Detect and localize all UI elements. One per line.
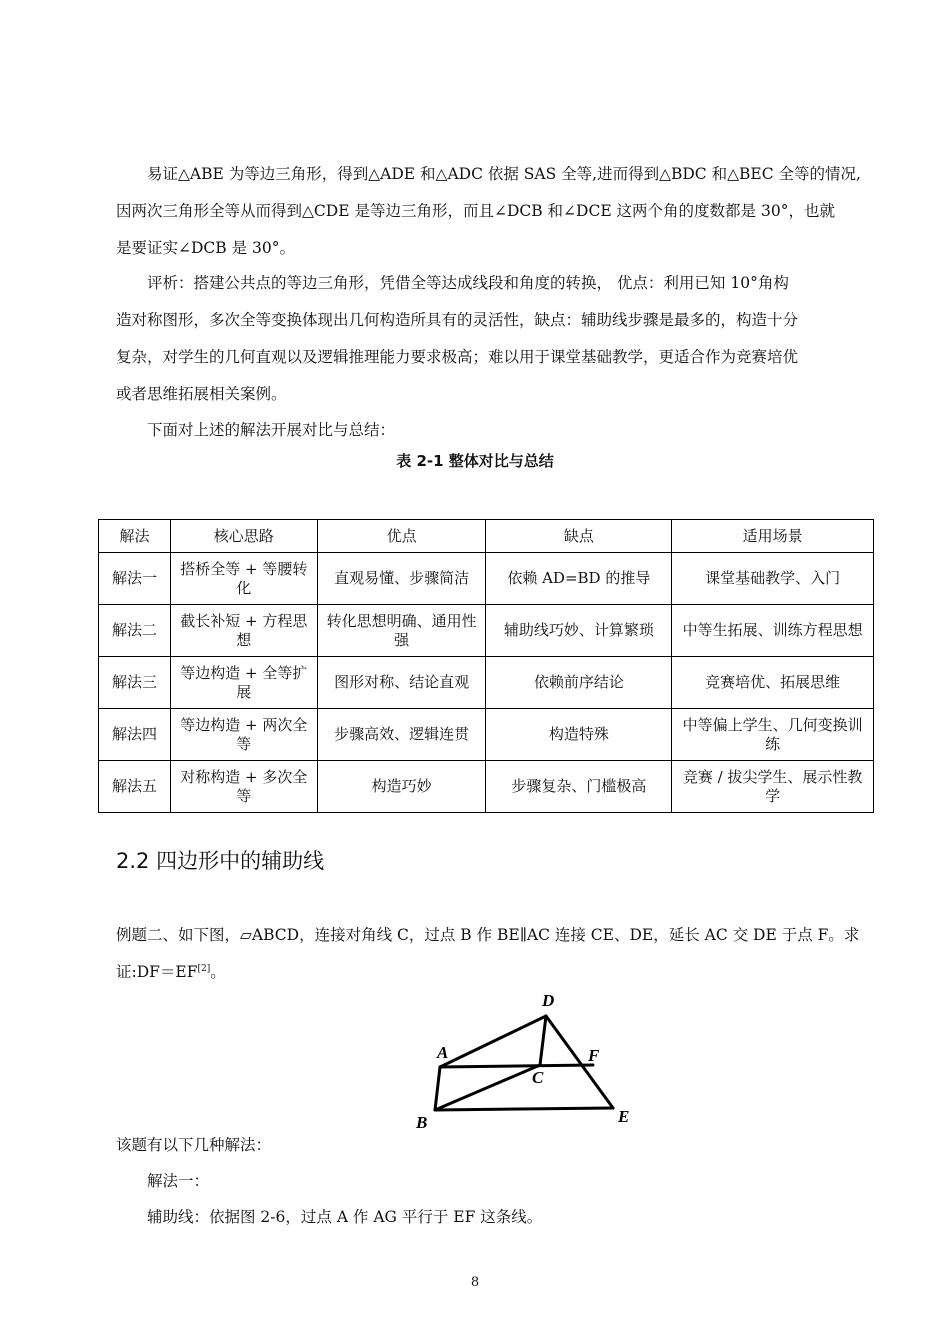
segment-be [435, 1108, 613, 1110]
table-cell: 竞赛培优、拓展思维 [672, 657, 874, 709]
segment-af [440, 1065, 593, 1067]
table-cell: 解法四 [99, 709, 171, 761]
label-c: C [532, 1068, 544, 1087]
table-cell: 等边构造 + 两次全等 [170, 709, 317, 761]
table-header-cell: 适用场景 [672, 520, 874, 553]
paragraph-line: 是要证实∠DCB 是 30°。 [116, 239, 295, 257]
table-row [99, 657, 874, 709]
segment-dc [540, 1016, 546, 1065]
table-cell: 依赖前序结论 [486, 657, 672, 709]
table-cell: 中等生拓展、训练方程思想 [672, 605, 874, 657]
segment-bc [435, 1065, 540, 1110]
label-a: A [437, 1043, 449, 1062]
method-title: 解法一： [147, 1172, 210, 1190]
example-line: 例题二、如下图，▱ABCD，连接对角线 C，过点 B 作 BE∥AC 连接 CE、DE，延长 AC 交 DE 于点 F。求 [116, 926, 860, 944]
table-row [99, 553, 874, 605]
segment-ad [440, 1016, 546, 1067]
table-cell: 步骤高效、逻辑连贯 [317, 709, 486, 761]
table-cell: 构造特殊 [486, 709, 672, 761]
segment-de [546, 1016, 613, 1108]
example-text: 证:DF＝EF [116, 963, 198, 981]
paragraph-line: 易证△ABE 为等边三角形，得到△ADE 和△ADC 依据 SAS 全等,进而得到△BDC 和△BEC 全等的情况, [147, 165, 861, 183]
label-d: D [542, 991, 555, 1010]
label-f: F [588, 1046, 600, 1065]
table-cell: 转化思想明确、通用性强 [317, 605, 486, 657]
label-e: E [618, 1107, 630, 1126]
table-header-cell: 解法 [99, 520, 171, 553]
table-cell: 解法二 [99, 605, 171, 657]
section-heading: 2.2 四边形中的辅助线 [116, 849, 325, 873]
citation-ref: [2] [197, 964, 211, 974]
paragraph-line: 造对称图形，多次全等变换体现出几何构造所具有的灵活性，缺点：辅助线步骤是最多的，构造十分 [116, 311, 799, 329]
table-row [99, 709, 874, 761]
example-text-end: 。 [210, 963, 226, 981]
table-row [99, 605, 874, 657]
table-cell: 截长补短 + 方程思想 [170, 605, 317, 657]
table-header-cell: 缺点 [486, 520, 672, 553]
page-number: 8 [470, 1275, 480, 1290]
table-header-row [99, 520, 874, 553]
paragraph-line: 因两次三角形全等从而得到△CDE 是等边三角形，而且∠DCB 和∠DCE 这两个角的度数都是 30°，也就 [116, 202, 835, 220]
table-cell: 步骤复杂、门槛极高 [486, 761, 672, 813]
table-cell: 中等偏上学生、几何变换训练 [672, 709, 874, 761]
table-cell: 竞赛 / 拔尖学生、展示性教学 [672, 761, 874, 813]
paragraph-line: 复杂，对学生的几何直观以及逻辑推理能力要求极高；难以用于课堂基础教学，更适合作为竞赛培优 [116, 348, 799, 366]
label-b: B [416, 1113, 428, 1132]
table-cell: 对称构造 + 多次全等 [170, 761, 317, 813]
method-aux-line: 辅助线：依据图 2-6，过点 A 作 AG 平行于 EF 这条线。 [147, 1208, 543, 1226]
table-cell: 依赖 AD=BD 的推导 [486, 553, 672, 605]
table-cell: 解法三 [99, 657, 171, 709]
table-cell: 构造巧妙 [317, 761, 486, 813]
paragraph-line: 该题有以下几种解法： [116, 1136, 272, 1154]
segment-ab [435, 1067, 440, 1110]
table-cell: 等边构造 + 全等扩展 [170, 657, 317, 709]
table-cell: 直观易懂、步骤简洁 [317, 553, 486, 605]
table-cell: 搭桥全等 + 等腰转化 [170, 553, 317, 605]
table-caption: 表 2-1 整体对比与总结 [396, 452, 554, 470]
table-cell: 辅助线巧妙、计算繁琐 [486, 605, 672, 657]
table-row [99, 761, 874, 813]
table-header-cell: 优点 [317, 520, 486, 553]
table-cell: 解法一 [99, 553, 171, 605]
table-cell: 图形对称、结论直观 [317, 657, 486, 709]
paragraph-line: 评析：搭建公共点的等边三角形，凭借全等达成线段和角度的转换， 优点：利用已知 10°角构 [147, 274, 789, 292]
geometry-figure [405, 986, 645, 1136]
table-cell: 课堂基础教学、入门 [672, 553, 874, 605]
paragraph-line: 下面对上述的解法开展对比与总结： [147, 421, 396, 439]
comparison-table [98, 519, 874, 813]
table-cell: 解法五 [99, 761, 171, 813]
paragraph-line: 或者思维拓展相关案例。 [116, 385, 287, 403]
table-header-cell: 核心思路 [170, 520, 317, 553]
